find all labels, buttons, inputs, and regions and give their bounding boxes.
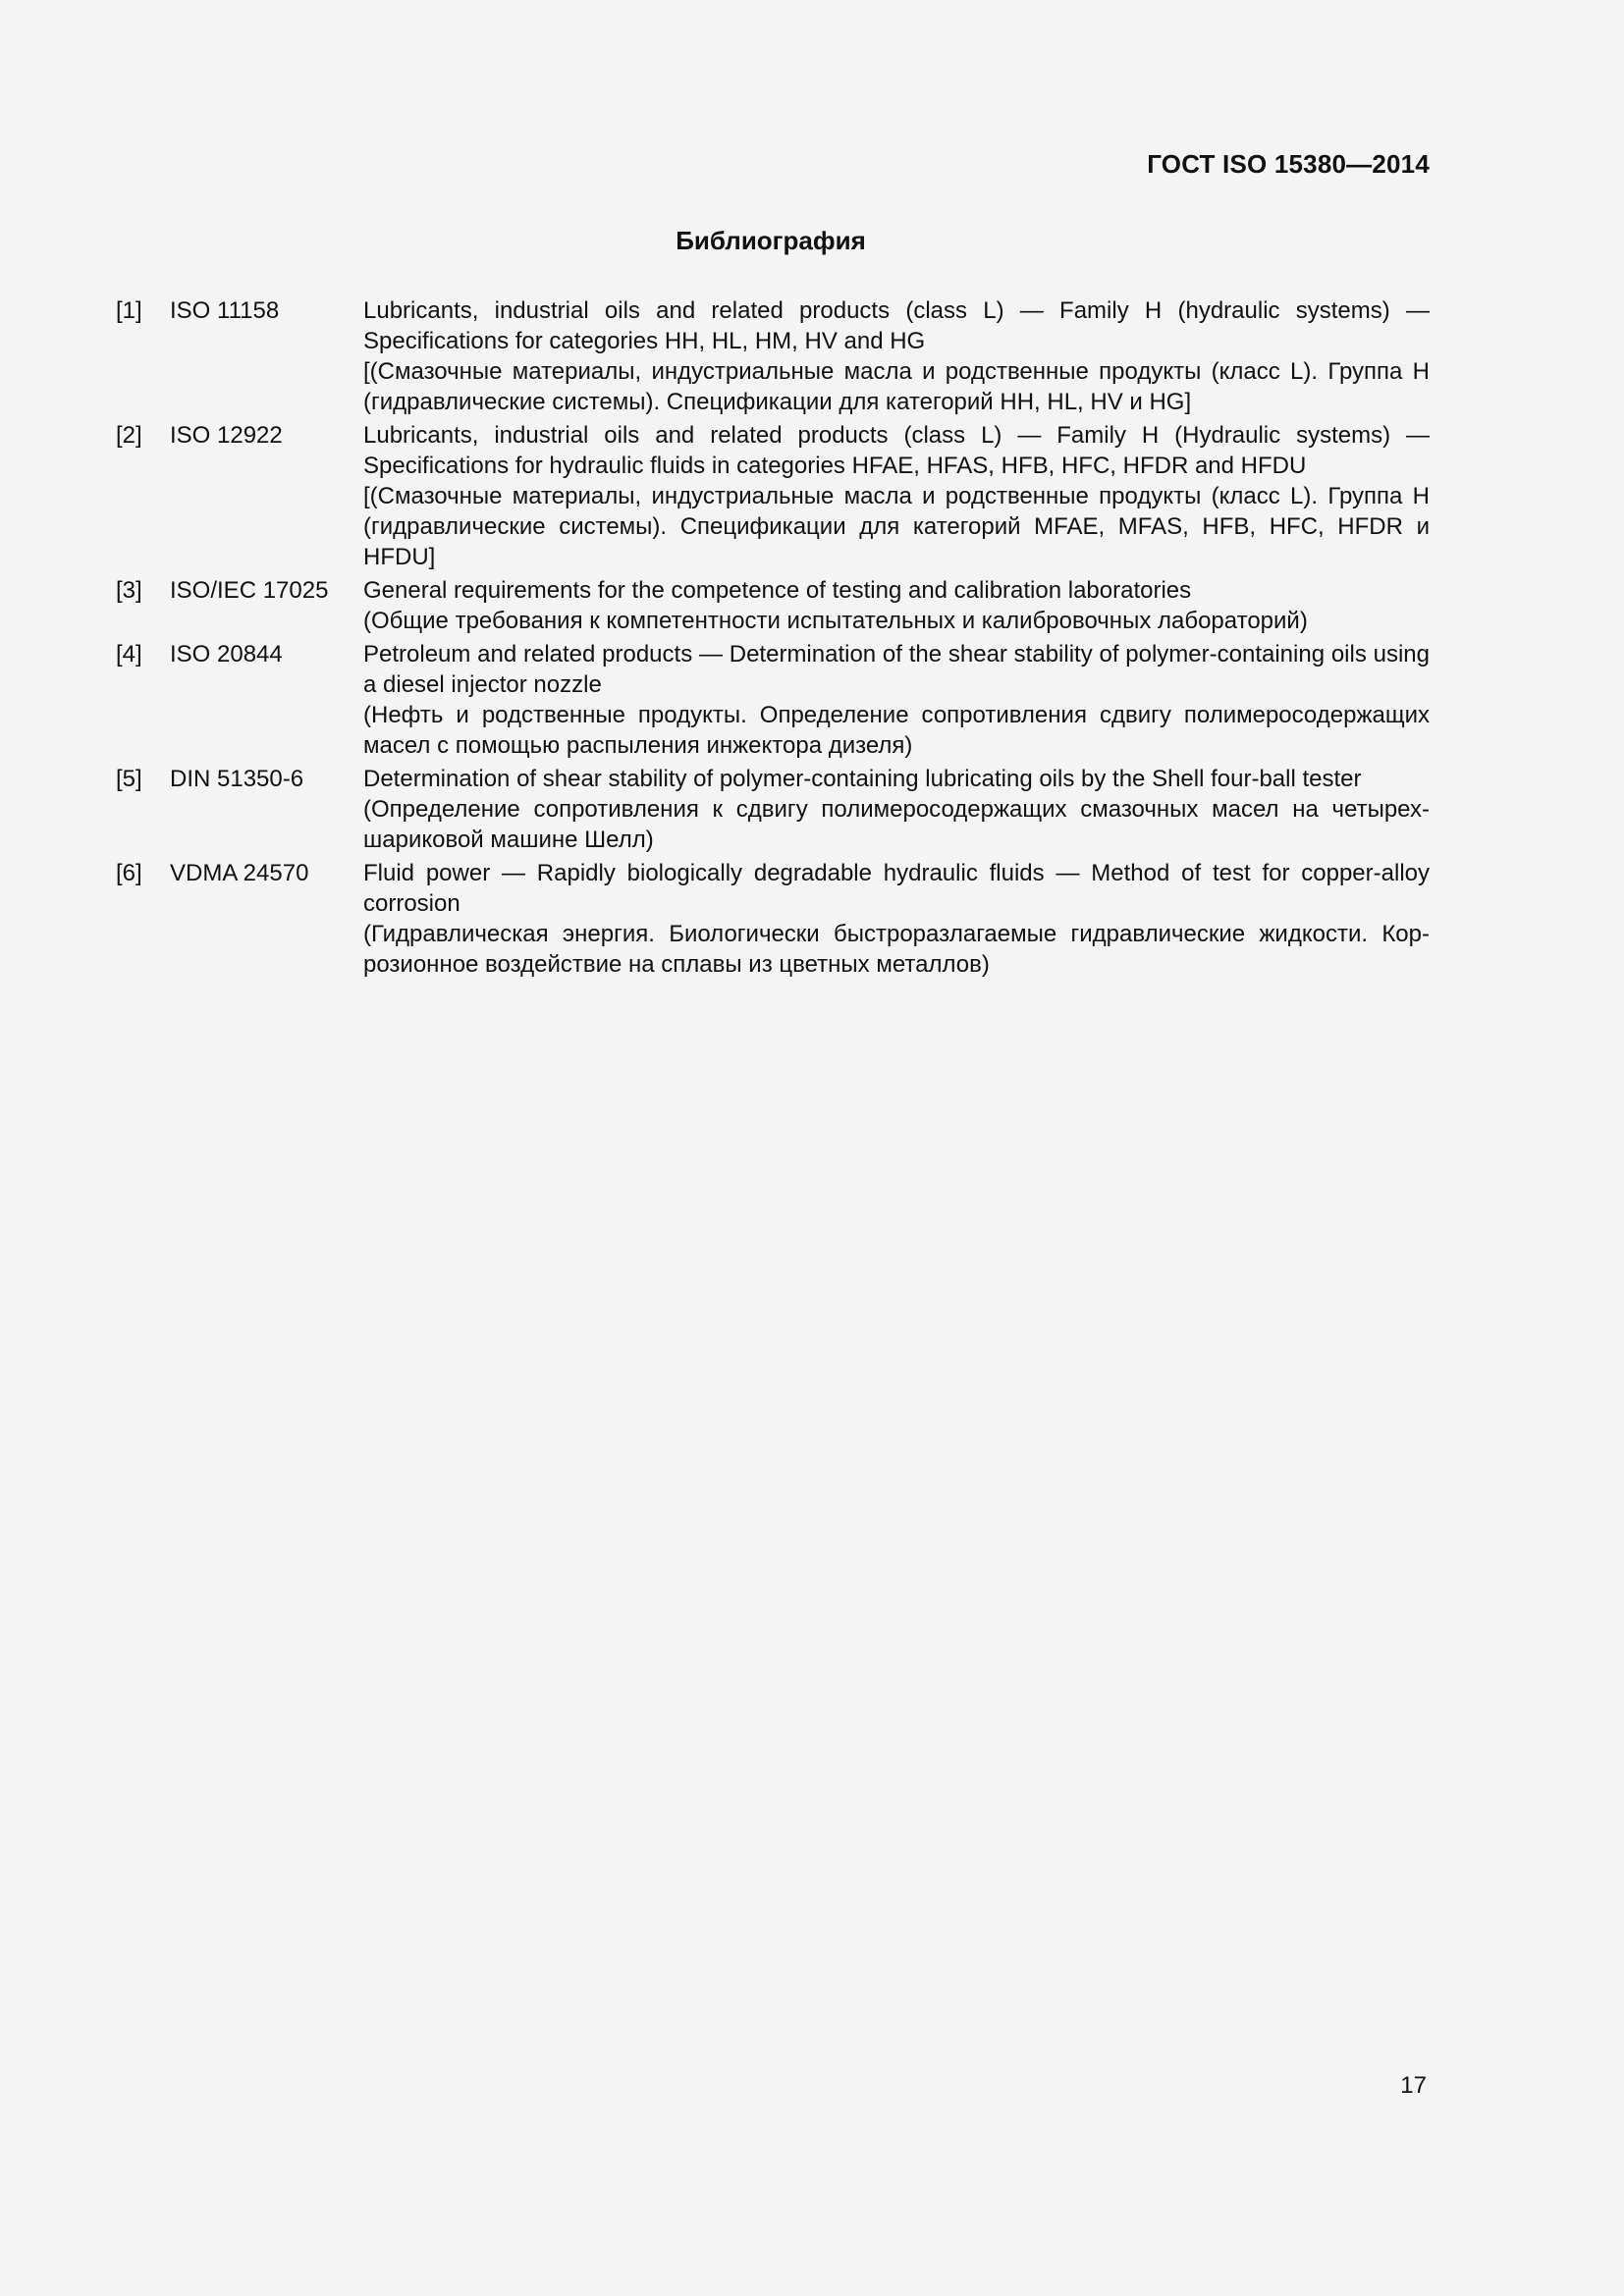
entry-title-ru: (Гидравлическая энергия. Биологически быстроразлагаемые гидравлические жидкости. Кор-розионное воздействие на сплавы из цветных металлов) xyxy=(363,921,1430,978)
entry-body xyxy=(363,295,1430,417)
entry-title-ru: [(Смазочные материалы, индустриальные масла и родственные продукты (класс L). Группа H (гидравлические системы). Спецификации для категорий MFAE, MFAS, HFB, HFC, HFDR и HFDU] xyxy=(363,483,1430,570)
bibliography-entry xyxy=(116,639,1430,761)
bibliography-title: Библиография xyxy=(676,226,866,255)
entry-body xyxy=(363,639,1430,761)
bibliography-entry xyxy=(116,764,1430,855)
entry-title-ru: (Общие требования к компетентности испытательных и калибровочных лабораторий) xyxy=(363,608,1308,634)
entry-standard-code: ISO 11158 xyxy=(170,297,280,324)
entry-standard-code: VDMA 24570 xyxy=(170,860,309,886)
entry-number: [3] xyxy=(116,577,142,604)
bibliography-entry xyxy=(116,420,1430,572)
entry-standard-code: ISO 20844 xyxy=(170,641,283,667)
entry-title-en: Lubricants, industrial oils and related products (class L) — Family H (hydraulic systems) — Specifications for categories HH, HL, HM, HV and HG xyxy=(363,297,1430,354)
entry-title-en: General requirements for the competence of testing and calibration laboratories xyxy=(363,577,1192,604)
entry-number: [4] xyxy=(116,641,142,667)
entry-title-en: Lubricants, industrial oils and related products (class L) — Family H (Hydraulic systems) — Specifications for hydraulic fluids in categories HFAE, HFAS, HFB, HFC, HFDR and HFDU xyxy=(363,422,1430,479)
entry-number: [5] xyxy=(116,766,142,792)
entry-title-en: Determination of shear stability of polymer-containing lubricating oils by the Shell four-ball tester xyxy=(363,766,1362,792)
document-code: ГОСТ ISO 15380—2014 xyxy=(1147,149,1430,179)
bibliography-list xyxy=(116,295,1430,983)
entry-number: [6] xyxy=(116,860,142,886)
bibliography-entry xyxy=(116,858,1430,980)
page-number: 17 xyxy=(1400,2072,1427,2099)
entry-number: [1] xyxy=(116,297,142,324)
entry-body xyxy=(363,764,1430,855)
entry-title-ru: [(Смазочные материалы, индустриальные масла и родственные продукты (класс L). Группа H (гидравлические системы). Спецификации для категорий HH, HL, HV и HG] xyxy=(363,358,1430,415)
entry-title-en: Petroleum and related products — Determination of the shear stability of polymer-containing oils using a diesel injector nozzle xyxy=(363,641,1430,698)
entry-body xyxy=(363,420,1430,572)
entry-title-ru: (Нефть и родственные продукты. Определение сопротивления сдвигу полимеросодержащих масел с помощью распыления инжектора дизеля) xyxy=(363,702,1430,759)
entry-body xyxy=(363,575,1430,636)
entry-title-ru: (Определение сопротивления к сдвигу полимеросодержащих смазочных масел на четырех-шариковой машине Шелл) xyxy=(363,796,1430,853)
entry-body xyxy=(363,858,1430,980)
entry-standard-code: ISO 12922 xyxy=(170,422,283,449)
entry-standard-code: DIN 51350-6 xyxy=(170,766,304,792)
entry-title-en: Fluid power — Rapidly biologically degradable hydraulic fluids — Method of test for copper-alloy corrosion xyxy=(363,860,1430,917)
bibliography-entry xyxy=(116,575,1430,636)
entry-standard-code: ISO/IEC 17025 xyxy=(170,577,329,604)
bibliography-entry xyxy=(116,295,1430,417)
entry-number: [2] xyxy=(116,422,142,449)
